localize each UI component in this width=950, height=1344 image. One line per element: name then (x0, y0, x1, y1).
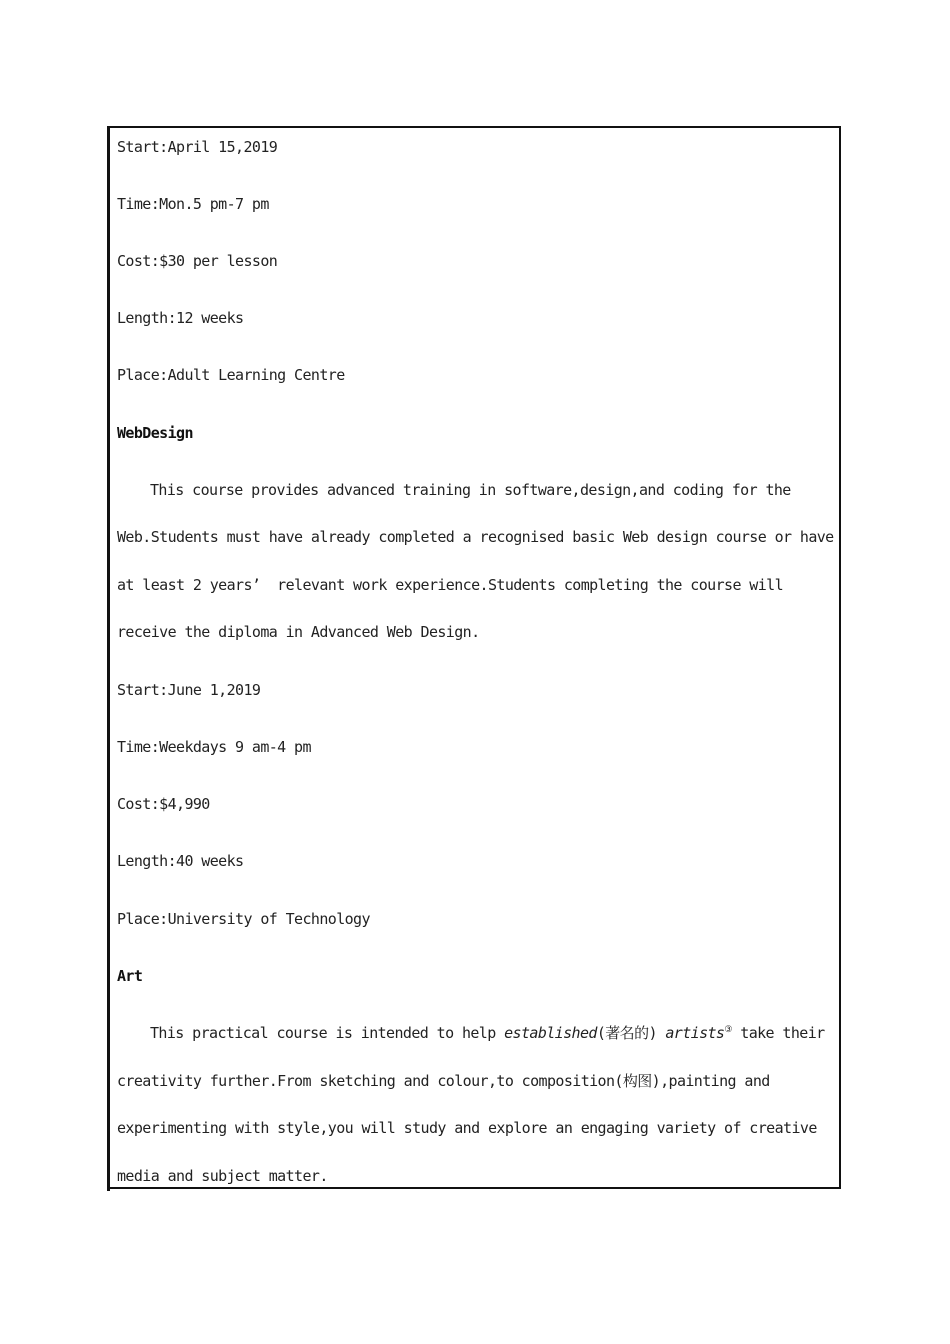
course2-desc-line: receive the diploma in Advanced Web Design. (117, 623, 480, 641)
course1-start: Start:April 15,2019 (117, 138, 278, 156)
course1-length: Length:12 weeks (117, 309, 244, 327)
footnote-marker: ③ (724, 1025, 732, 1035)
course1-cost: Cost:$30 per lesson (117, 252, 278, 270)
document-frame (107, 126, 841, 1189)
course2-place: Place:University of Technology (117, 910, 370, 928)
course1-place: Place:Adult Learning Centre (117, 366, 345, 384)
course3-desc-text: take their (731, 1024, 825, 1042)
course2-start: Start:June 1,2019 (117, 681, 261, 699)
course3-title: Art (117, 967, 143, 985)
vocab-gloss: (著名的) (596, 1024, 666, 1042)
course3-desc-line (150, 1024, 825, 1042)
course2-time: Time:Weekdays 9 am-4 pm (117, 738, 311, 756)
course2-length: Length:40 weeks (117, 852, 244, 870)
course3-desc-text: This practical course is intended to help (150, 1024, 505, 1042)
course2-cost: Cost:$4,990 (117, 795, 210, 813)
course3-desc-line: creativity further.From sketching and colour,to composition(构图),painting and (117, 1072, 770, 1090)
course2-title: WebDesign (117, 424, 193, 442)
course2-desc-line: This course provides advanced training in software,design,and coding for the (150, 481, 791, 499)
course1-time: Time:Mon.5 pm-7 pm (117, 195, 269, 213)
vocab-term: artists (665, 1024, 725, 1042)
course2-desc-line: Web.Students must have already completed a recognised basic Web design course or have (117, 528, 834, 546)
course3-desc-line: experimenting with style,you will study and explore an engaging variety of creative (117, 1119, 817, 1137)
vocab-term: established (504, 1024, 597, 1042)
course3-desc-line: media and subject matter. (117, 1167, 328, 1185)
course2-desc-line: at least 2 years’ relevant work experience.Students completing the course will (117, 576, 784, 594)
